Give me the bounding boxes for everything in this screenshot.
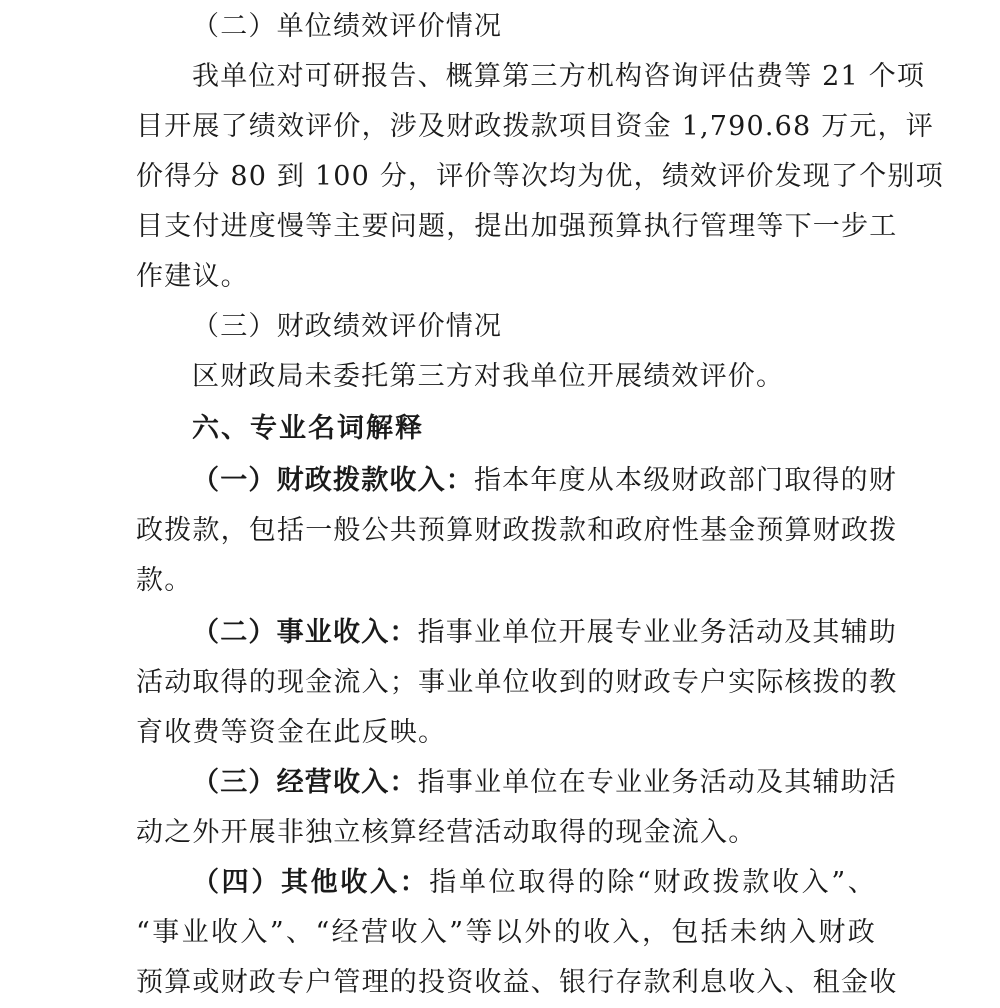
term-line: 动之外开展非独立核算经营活动取得的现金流入。: [136, 817, 757, 848]
section-heading-finance-evaluation: （三）财政绩效评价情况: [192, 311, 503, 342]
term-label: （一）财政拨款收入：: [192, 465, 474, 496]
section-heading-unit-evaluation: （二）单位绩效评价情况: [192, 11, 503, 42]
chapter-heading-terms: 六、专业名词解释: [192, 413, 424, 444]
term-line: 款。: [136, 565, 193, 596]
term-line: [192, 608, 898, 658]
term-text: 指事业单位在专业业务活动及其辅助活: [417, 767, 898, 798]
paragraph-line: 区财政局未委托第三方对我单位开展绩效评价。: [192, 361, 785, 392]
term-line: 活动取得的现金流入；事业单位收到的财政专户实际核拨的教: [136, 667, 898, 698]
paragraph-line: 作建议。: [136, 261, 249, 292]
term-line: [192, 456, 897, 506]
paragraph-line: 目支付进度慢等主要问题，提出加强预算执行管理等下一步工: [136, 211, 898, 242]
term-text: 指事业单位开展专业业务活动及其辅助: [417, 617, 898, 648]
term-line: 政拨款，包括一般公共预算财政拨款和政府性基金预算财政拨: [136, 515, 898, 546]
paragraph-line: 价得分 80 到 100 分，评价等次均为优，绩效评价发现了个别项: [136, 161, 944, 192]
term-label: （二）事业收入：: [192, 617, 418, 648]
term-line: 育收费等资金在此反映。: [136, 717, 447, 748]
term-text: 指单位取得的除“财政拨款收入”、: [429, 867, 876, 898]
term-line: [192, 858, 876, 908]
term-line: [192, 758, 898, 808]
term-label: （三）经营收入：: [192, 767, 418, 798]
paragraph-line: 我单位对可研报告、概算第三方机构咨询评估费等 21 个项: [192, 61, 926, 92]
paragraph-line: 目开展了绩效评价，涉及财政拨款项目资金 1,790.68 万元，评: [136, 111, 934, 142]
term-text: 指本年度从本级财政部门取得的财: [474, 465, 897, 496]
term-label: （四）其他收入：: [192, 867, 430, 898]
term-line: “事业收入”、“经营收入”等以外的收入，包括未纳入财政: [136, 917, 876, 948]
term-line: 预算或财政专户管理的投资收益、银行存款利息收入、租金收: [136, 967, 898, 998]
